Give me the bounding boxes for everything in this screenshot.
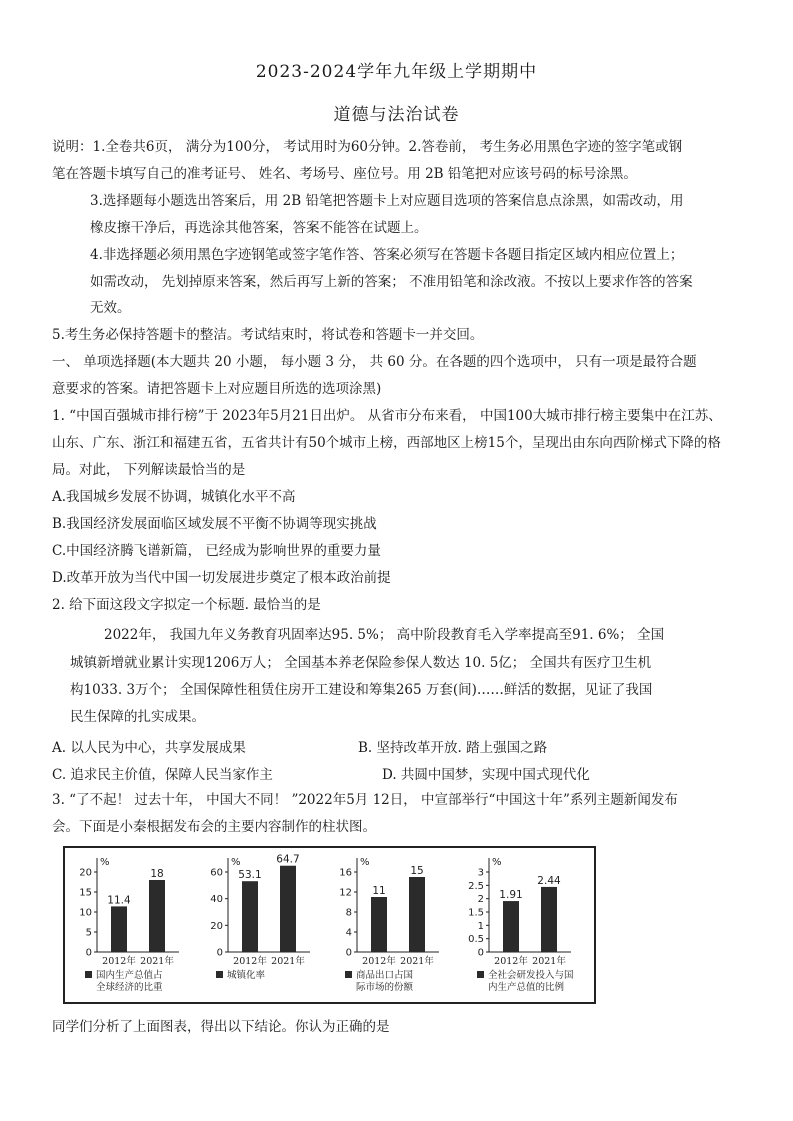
- legend-swatch: [477, 971, 484, 978]
- legend-label: 商品出口占国: [356, 970, 414, 981]
- y-axis-unit-label: %: [492, 857, 502, 868]
- legend-label: 全社会研发投入与国: [488, 970, 574, 981]
- bar: [371, 897, 387, 952]
- question-2-passage: 城镇新增就业累计实现1206万人； 全国基本养老保险参保人数达 10. 5亿； 全国共有医疗卫生机: [70, 655, 652, 671]
- y-tick-label: 3: [477, 867, 484, 879]
- bar: [280, 866, 296, 952]
- x-tick-label: 2021年: [140, 956, 174, 967]
- question-1-option-b: B.我国经济发展面临区域发展不平衡不协调等现实挑战: [52, 516, 377, 532]
- bar-value-label: 64.7: [276, 853, 300, 866]
- legend-swatch: [216, 971, 223, 978]
- bar-value-label: 18: [150, 868, 164, 880]
- question-2-option-d: D. 共圆中国梦，实现中国式现代化: [382, 767, 590, 783]
- y-tick-label: 40: [210, 894, 223, 906]
- y-tick-label: 4: [345, 927, 352, 939]
- question-1-stem: 1. “中国百强城市排行榜”于 2023年5月21日出炉。 从省市分布来看， 中国100大城市排行榜主要集中在江苏、: [52, 408, 722, 424]
- question-1-stem: 局。对此， 下列解读最恰当的是: [52, 462, 246, 478]
- question-3-stem: 会。下面是小秦根据发布会的主要内容制作的柱状图。: [52, 819, 376, 835]
- legend-label: 城镇化率: [227, 970, 266, 981]
- question-1-option-a: A.我国城乡发展不协调，城镇化水平不高: [52, 489, 296, 505]
- bar: [242, 881, 258, 952]
- legend-swatch: [345, 971, 352, 978]
- legend-label: 国内生产总值占: [96, 970, 163, 981]
- question-2-option-a: A. 以人民为中心，共享发展成果: [52, 740, 246, 756]
- x-tick-label: 2021年: [271, 956, 305, 967]
- y-axis-unit-label: %: [231, 857, 241, 868]
- bar: [541, 887, 557, 952]
- bar: [111, 906, 127, 952]
- instruction-line: 3.选择题每小题选出答案后，用 2B 铅笔把答题卡上对应题目选项的答案信息点涂黑，如需改动，用: [90, 193, 684, 209]
- instruction-line: 橡皮擦干净后，再选涂其他答案，答案不能答在试题上。: [90, 220, 428, 236]
- question-1-option-c: C.中国经济腾飞谱新篇， 已经成为影响世界的重要力量: [52, 543, 381, 559]
- bar-chart-panel: [63, 846, 596, 1004]
- x-tick-label: 2012年: [233, 956, 267, 967]
- instruction-line: 无效。: [90, 300, 131, 316]
- bar-value-label: 11.4: [107, 894, 131, 907]
- question-2-option-b: B. 坚持改革开放. 踏上强国之路: [358, 740, 548, 756]
- instruction-line: 笔在答题卡填写自己的准考证号、 姓名、考场号、座位号。用 2B 铅笔把对应该号码的标号涂黑。: [52, 166, 637, 182]
- legend-label: 全球经济的比重: [96, 982, 163, 993]
- y-tick-label: 12: [339, 887, 352, 899]
- section-heading: 一、 单项选择题(本大题共 20 小题， 每小题 3 分， 共 60 分。在各题的四个选项中， 只有一项是最符合题: [52, 354, 697, 370]
- instruction-line: 5.考生务必保持答题卡的整洁。考试结束时，将试卷和答题卡一并交回。: [52, 327, 484, 343]
- exam-title: 2023-2024学年九年级上学期期中: [255, 62, 538, 82]
- y-tick-label: 15: [79, 887, 92, 899]
- x-tick-label: 2021年: [400, 956, 434, 967]
- question-3-prompt: 同学们分析了上面图表，得出以下结论。你认为正确的是: [52, 1019, 390, 1035]
- question-1-option-d: D.改革开放为当代中国一切发展进步奠定了根本政治前提: [52, 570, 391, 586]
- y-tick-label: 1: [477, 920, 484, 932]
- y-tick-label: 0: [345, 947, 352, 959]
- y-tick-label: 0.5: [468, 934, 484, 946]
- legend-label: 际市场的份额: [356, 982, 414, 993]
- bar-value-label: 2.44: [537, 874, 561, 887]
- x-tick-label: 2012年: [494, 956, 528, 967]
- y-tick-label: 1.5: [468, 907, 484, 919]
- x-tick-label: 2012年: [362, 956, 396, 967]
- instruction-line: 4.非选择题必须用黑色字迹钢笔或签字笔作答、答案必须写在答题卡各题目指定区域内相应位置上；: [90, 247, 684, 263]
- y-tick-label: 20: [79, 867, 92, 879]
- question-2-passage: 构1033. 3万个； 全国保障性租赁住房开工建设和筹集265 万套(间)……鲜活的数据，见证了我国: [70, 682, 653, 698]
- y-tick-label: 2: [477, 894, 484, 906]
- y-axis-unit-label: %: [360, 857, 370, 868]
- y-tick-label: 0: [477, 947, 484, 959]
- question-2-passage: 2022年， 我国九年义务教育巩固率达95. 5%； 高中阶段教育毛入学率提高至91. 6%； 全国: [104, 627, 665, 643]
- bar-value-label: 15: [410, 865, 424, 877]
- section-heading: 意要求的答案。请把答题卡上对应题目所选的选项涂黑): [52, 381, 382, 397]
- question-2-passage: 民生保障的扎实成果。: [70, 709, 205, 725]
- y-tick-label: 8: [345, 907, 352, 919]
- x-tick-label: 2012年: [102, 956, 136, 967]
- y-tick-label: 10: [79, 907, 92, 919]
- exam-subtitle: 道德与法治试卷: [333, 105, 460, 125]
- legend-swatch: [85, 971, 92, 978]
- y-tick-label: 60: [210, 867, 223, 879]
- question-1-stem: 山东、广东、浙江和福建五省，五省共计有50个城市上榜，西部地区上榜15个，呈现出由东向西阶梯式下降的格: [52, 435, 721, 451]
- y-axis-unit-label: %: [100, 857, 110, 868]
- y-tick-label: 16: [339, 867, 352, 879]
- legend-label: 内生产总值的比例: [488, 982, 565, 993]
- bar-charts: [65, 848, 594, 1002]
- question-3-stem: 3. “了不起！ 过去十年， 中国大不同！ ”2022年5月 12日， 中宣部举行“中国这十年”系列主题新闻发布: [52, 792, 678, 808]
- instruction-line: 说明：1.全卷共6页， 满分为100分， 考试用时为60分钟。2.答卷前， 考生务必用黑色字迹的签字笔或钢: [52, 139, 683, 155]
- bar-value-label: 1.91: [499, 889, 523, 902]
- bar-value-label: 11: [372, 885, 386, 897]
- y-tick-label: 0: [85, 947, 92, 959]
- y-tick-label: 5: [85, 927, 92, 939]
- y-tick-label: 20: [210, 920, 223, 932]
- bar: [409, 877, 425, 952]
- y-tick-label: 0: [216, 947, 223, 959]
- bar-value-label: 53.1: [238, 869, 262, 882]
- question-2-stem: 2. 给下面这段文字拟定一个标题. 最恰当的是: [52, 597, 321, 613]
- y-tick-label: 2.5: [468, 880, 484, 892]
- question-2-option-c: C. 追求民主价值，保障人民当家作主: [52, 767, 273, 783]
- bar: [149, 880, 165, 952]
- x-tick-label: 2021年: [532, 956, 566, 967]
- bar: [503, 901, 519, 952]
- instruction-line: 如需改动， 先划掉原来答案，然后再写上新的答案； 不准用铅笔和涂改液。不按以上要求作答的答案: [90, 274, 693, 290]
